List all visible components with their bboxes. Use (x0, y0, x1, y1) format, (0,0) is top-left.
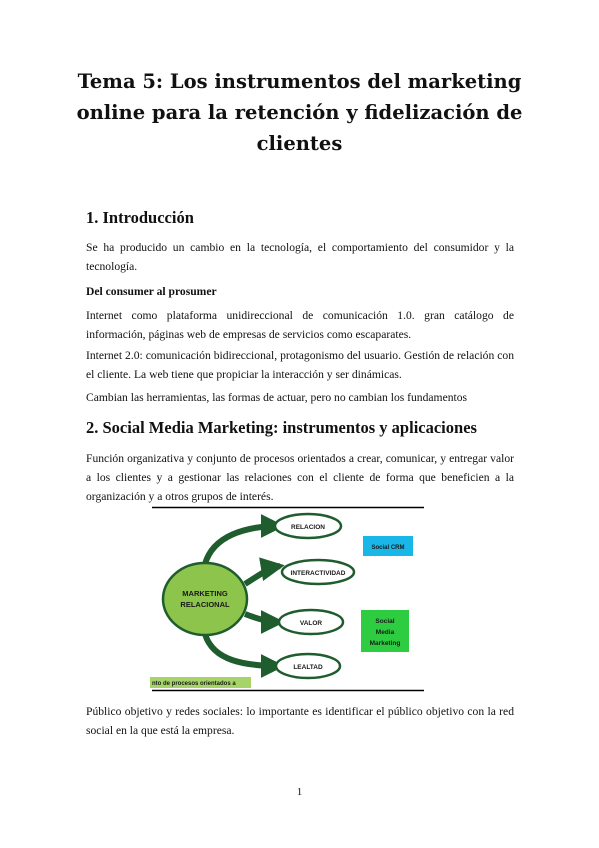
section-heading-introduccion: 1. Introducción (86, 208, 194, 227)
marketing-relacional-diagram (150, 506, 426, 692)
document-title: Tema 5: Los instrumentos del marketing online para la retención y fidelización de clientes (76, 70, 523, 155)
paragraph: Internet 2.0: comunicación bidireccional, protagonismo del usuario. Gestión de relación con el cliente. La web tiene que propiciar la interacción y ser dinámicas. (86, 349, 514, 381)
section-heading-social-media-marketing: 2. Social Media Marketing: instrumentos y aplicaciones (86, 418, 477, 437)
center-label-line1: MARKETING (182, 589, 228, 598)
paragraph: Público objetivo y redes sociales: lo importante es identificar el público objetivo con la red social en la que está la empresa. (86, 705, 514, 737)
smm-label-line2: Media (375, 629, 395, 636)
smm-label-line1: Social (375, 618, 395, 625)
paragraph: Se ha producido un cambio en la tecnología, el comportamiento del consumidor y la tecnología. (86, 241, 514, 273)
paragraph: Función organizativa y conjunto de procesos orientados a crear, comunicar, y entregar valor a los clientes y a gestionar las relaciones con el cliente de forma que beneficien a la organización y a otros grupos de interés. (86, 452, 514, 503)
node-relacion-label: RELACION (291, 524, 325, 531)
arrow-to-valor (245, 614, 280, 622)
node-interactividad-label: INTERACTIVIDAD (290, 570, 346, 577)
center-ellipse (163, 563, 247, 635)
arrow-to-relacion (205, 526, 280, 564)
social-crm-label: Social CRM (371, 545, 405, 551)
arrow-to-interactividad (245, 566, 280, 584)
paragraph: Cambian las herramientas, las formas de actuar, pero no cambian los fundamentos (86, 391, 468, 404)
caption-strip-text: nto de procesos orientados a (152, 681, 236, 687)
node-lealtad-label: LEALTAD (293, 664, 323, 671)
node-valor-label: VALOR (299, 620, 323, 627)
subheading-prosumer: Del consumer al prosumer (86, 285, 217, 298)
paragraph: Internet como plataforma unidireccional de comunicación 1.0. gran catálogo de información, páginas web de empresas de servicios como escaparates. (86, 309, 514, 341)
arrow-to-lealtad (205, 634, 280, 666)
page-number: 1 (296, 786, 303, 798)
center-label-line2: RELACIONAL (180, 600, 230, 609)
smm-label-line3: Marketing (369, 640, 401, 647)
